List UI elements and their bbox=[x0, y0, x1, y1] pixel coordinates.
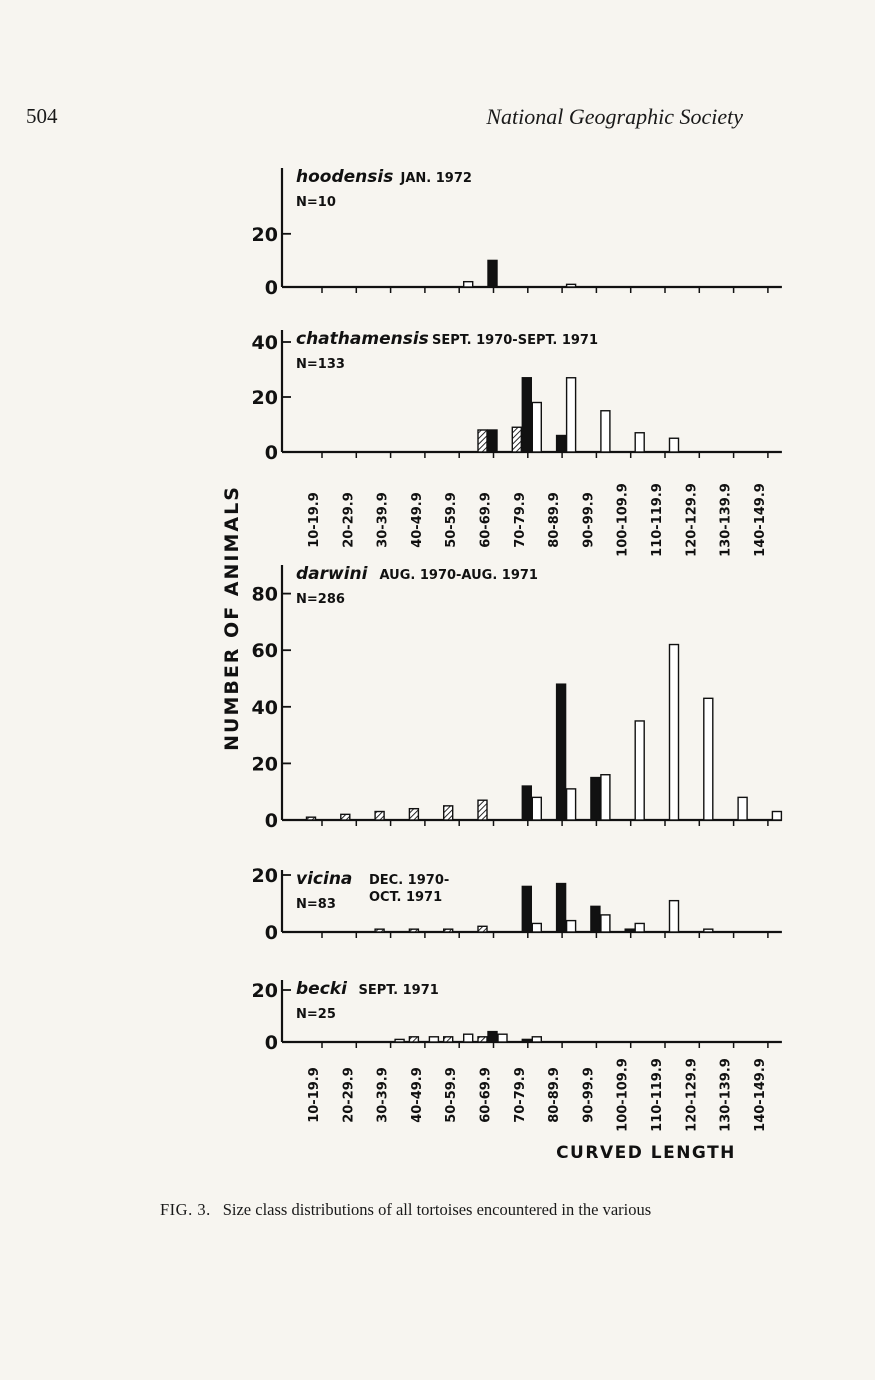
x-tick-label: 100-109.9 bbox=[615, 483, 631, 557]
bar-black bbox=[488, 1032, 497, 1042]
x-tick-label: 140-149.9 bbox=[752, 483, 768, 557]
x-tick-label: 20-29.9 bbox=[341, 1067, 357, 1123]
bar-hatched bbox=[444, 1037, 453, 1042]
y-tick-label: 60 bbox=[251, 640, 278, 663]
panel-sample-size: N=25 bbox=[296, 1007, 336, 1022]
x-tick-label: 40-49.9 bbox=[409, 492, 425, 548]
bar-white bbox=[635, 433, 644, 452]
bar-white bbox=[704, 698, 713, 820]
x-tick-label: 130-139.9 bbox=[718, 1058, 734, 1132]
panel-title: chathamensis bbox=[296, 329, 429, 349]
panel-date: OCT. 1971 bbox=[369, 890, 443, 905]
panel-sample-size: N=83 bbox=[296, 897, 336, 912]
running-head: National Geographic Society bbox=[486, 104, 743, 129]
y-tick-label: 20 bbox=[251, 980, 278, 1002]
y-tick-label: 20 bbox=[251, 865, 278, 887]
y-axis-label: NUMBER OF ANIMALS bbox=[221, 485, 243, 751]
panel-title: vicina bbox=[296, 869, 353, 889]
y-tick-label: 80 bbox=[251, 583, 278, 606]
bar-hatched bbox=[444, 929, 453, 932]
panel-vicina bbox=[252, 865, 782, 944]
bar-black bbox=[522, 1039, 531, 1042]
bar-hatched bbox=[375, 929, 384, 932]
bar-white bbox=[498, 1034, 507, 1042]
panel-date: AUG. 1970-AUG. 1971 bbox=[379, 568, 538, 583]
bar-white bbox=[601, 775, 610, 820]
panel-title: becki bbox=[296, 979, 347, 999]
panel-sample-size: N=286 bbox=[296, 592, 345, 607]
caption-text: Size class distributions of all tortoises encountered in the various bbox=[222, 1200, 652, 1219]
x-tick-label: 80-89.9 bbox=[547, 1067, 563, 1123]
bar-white bbox=[635, 721, 644, 820]
x-tick-label: 130-139.9 bbox=[718, 483, 734, 557]
panel-date: SEPT. 1970-SEPT. 1971 bbox=[432, 333, 599, 348]
x-tick-label: 70-79.9 bbox=[512, 1067, 528, 1123]
x-tick-label: 90-99.9 bbox=[581, 1067, 597, 1123]
y-tick-label: 0 bbox=[264, 442, 278, 464]
y-tick-label: 0 bbox=[264, 922, 278, 944]
panel-date: DEC. 1970- bbox=[369, 873, 450, 888]
bar-hatched bbox=[341, 814, 350, 820]
bar-black bbox=[557, 884, 566, 932]
bar-white bbox=[567, 378, 576, 452]
bar-white bbox=[532, 797, 541, 820]
panel-date: SEPT. 1971 bbox=[358, 983, 439, 998]
bar-black bbox=[488, 430, 497, 452]
x-tick-label: 90-99.9 bbox=[581, 492, 597, 548]
bar-white bbox=[395, 1039, 404, 1042]
bar-hatched bbox=[444, 806, 453, 820]
bar-white bbox=[567, 789, 576, 820]
bar-black bbox=[557, 684, 566, 820]
bar-hatched bbox=[409, 1037, 418, 1042]
bar-white bbox=[601, 915, 610, 932]
y-tick-label: 40 bbox=[251, 332, 278, 354]
page-number: 504 bbox=[26, 104, 58, 128]
x-tick-label: 110-119.9 bbox=[650, 1058, 665, 1132]
bar-hatched bbox=[478, 430, 487, 452]
bar-black bbox=[557, 436, 566, 453]
panel-sample-size: N=10 bbox=[296, 195, 336, 210]
bar-white bbox=[532, 403, 541, 453]
bar-black bbox=[591, 778, 600, 820]
bar-black bbox=[522, 378, 531, 452]
bar-black bbox=[522, 786, 531, 820]
x-tick-label: 120-129.9 bbox=[684, 1058, 700, 1132]
x-tick-label: 100-109.9 bbox=[615, 1058, 631, 1132]
bar-black bbox=[488, 260, 497, 287]
y-tick-label: 0 bbox=[264, 277, 278, 299]
x-tick-label: 50-59.9 bbox=[444, 1067, 460, 1123]
figure-caption bbox=[160, 1200, 840, 1220]
y-tick-label: 20 bbox=[251, 223, 278, 246]
figure-label: FIG. 3. bbox=[160, 1200, 211, 1219]
y-tick-label: 0 bbox=[264, 1032, 278, 1054]
x-tick-label: 140-149.9 bbox=[752, 1058, 768, 1132]
panel-title: hoodensis bbox=[296, 167, 394, 187]
x-tick-label: 50-59.9 bbox=[444, 492, 460, 548]
bar-hatched bbox=[512, 427, 521, 452]
bar-white bbox=[567, 284, 576, 287]
x-tick-label: 60-69.9 bbox=[478, 1067, 494, 1123]
bar-black bbox=[625, 929, 634, 932]
bar-white bbox=[532, 923, 541, 932]
panel-becki bbox=[252, 979, 782, 1132]
bar-hatched bbox=[409, 929, 418, 932]
x-tick-label: 80-89.9 bbox=[547, 492, 563, 548]
bar-white bbox=[738, 797, 747, 820]
bar-white bbox=[670, 438, 679, 452]
x-tick-label: 30-39.9 bbox=[375, 492, 391, 548]
bar-black bbox=[522, 886, 531, 932]
bar-white bbox=[670, 645, 679, 820]
bar-white bbox=[464, 1034, 473, 1042]
bar-hatched bbox=[478, 926, 487, 932]
bar-white bbox=[532, 1037, 541, 1042]
panel-chathamensis bbox=[252, 329, 782, 557]
x-tick-label: 120-129.9 bbox=[684, 483, 700, 557]
y-tick-label: 20 bbox=[251, 753, 278, 776]
bar-white bbox=[567, 921, 576, 932]
y-tick-label: 40 bbox=[251, 696, 278, 719]
x-tick-label: 20-29.9 bbox=[341, 492, 357, 548]
bar-white bbox=[772, 812, 781, 820]
x-tick-label: 40-49.9 bbox=[409, 1067, 425, 1123]
x-tick-label: 70-79.9 bbox=[512, 492, 528, 548]
x-tick-label: 30-39.9 bbox=[375, 1067, 391, 1123]
bar-hatched bbox=[409, 809, 418, 820]
panel-darwini bbox=[252, 564, 782, 832]
bar-black bbox=[591, 906, 600, 932]
bar-white bbox=[704, 929, 713, 932]
panel-hoodensis bbox=[252, 167, 782, 299]
bar-white bbox=[601, 411, 610, 452]
bar-hatched bbox=[478, 1037, 487, 1042]
y-tick-label: 20 bbox=[251, 387, 278, 409]
panel-date: JAN. 1972 bbox=[400, 171, 472, 186]
bar-hatched bbox=[478, 800, 487, 820]
bar-white bbox=[635, 923, 644, 932]
bar-white bbox=[464, 282, 473, 287]
panel-title: darwini bbox=[296, 564, 368, 584]
bar-white bbox=[429, 1037, 438, 1042]
panel-sample-size: N=133 bbox=[296, 357, 345, 372]
bar-hatched bbox=[375, 812, 384, 820]
x-tick-label: 10-19.9 bbox=[307, 492, 322, 548]
x-tick-label: 60-69.9 bbox=[478, 492, 494, 548]
y-tick-label: 0 bbox=[264, 810, 278, 832]
x-tick-label: 10-19.9 bbox=[307, 1067, 322, 1123]
x-axis-label: CURVED LENGTH bbox=[556, 1143, 736, 1163]
x-tick-label: 110-119.9 bbox=[650, 483, 665, 557]
bar-white bbox=[670, 901, 679, 932]
bar-hatched bbox=[307, 817, 316, 820]
